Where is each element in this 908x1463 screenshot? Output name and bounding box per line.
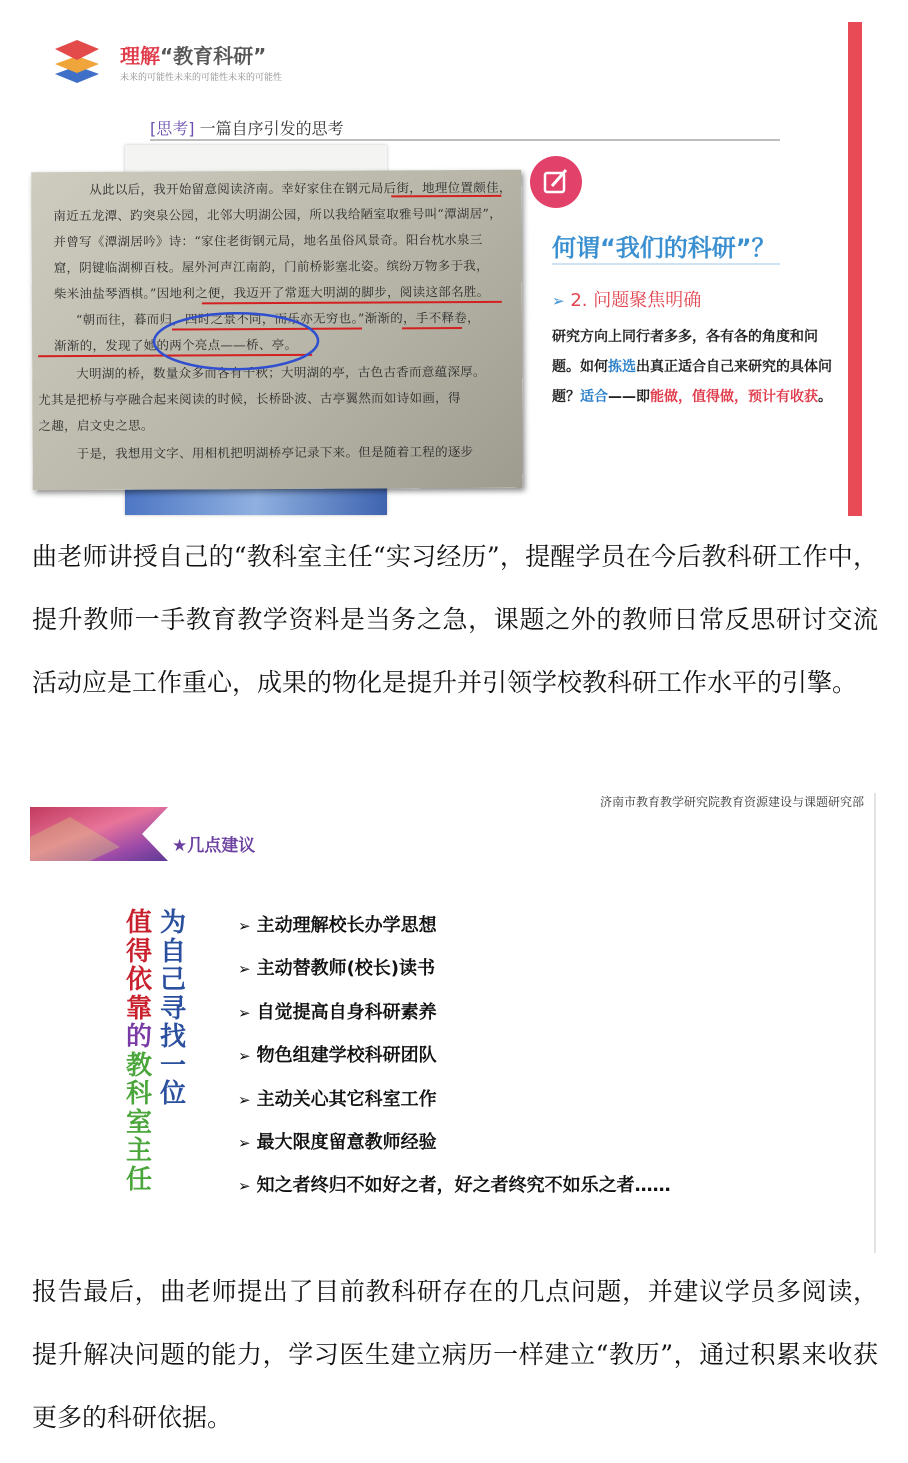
slide-suggestions [30,785,878,1255]
book-page-photo [31,170,523,491]
photo-annotations [31,170,523,491]
suggestions-title: ★几点建议 [172,836,256,856]
arrow-bullet-icon: ➢ [238,960,251,979]
article-paragraph: 曲老师讲授自己的“教科室主任“实习经历”，提醒学员在今后教科研工作中，提升教师一手教育教学资料是当务之急，课题之外的教师日常反思研讨交流活动应是工作重心，成果的物化是提升并引领学校教科研工作水平的引擎。 [32,542,878,697]
accent-bar [848,22,862,516]
ribbon-banner-icon [30,807,168,861]
organization-name: 济南市教育教学研究院教育资源建设与课题研究部 [599,795,864,809]
photo-text-line: 柴米油盐琴酒棋。”因地利之便，我迈开了常逛大明湖的脚步，阅读这部名胜。 [53,283,490,302]
arrow-bullet-icon: ➢ [238,1047,251,1066]
arrow-bullet-icon: ➢ [238,1090,251,1109]
photo-text-line: 尤其是把桥与亭融合起来阅读的时候，长桥卧波、古亭翼然而如诗如画，得 [38,390,461,408]
divider [874,793,876,1253]
arrow-bullet-icon: ➢ [238,1003,251,1022]
layers-logo-icon [52,36,102,86]
vertical-caption-right: 为自己寻找一位 [159,908,186,1109]
list-item: ➢ 最大限度留意教师经验 [238,1131,437,1153]
logo-subtitle: 未来的可能性未来的可能性未来的可能性 [120,73,283,83]
article-paragraph: 报告最后，曲老师提出了目前教科研存在的几点问题，并建议学员多阅读，提升解决问题的能力，学习医生建立病历一样建立“教历”，通过积累来收获更多的科研依据。 [32,1277,878,1432]
photo-text-line: “朝而往，暮而归，四时之景不同，而乐亦无穷也。”渐渐的，手不释卷， [75,309,480,328]
list-item: ➢ 知之者终归不如好之者，好之者终究不如乐之者…… [238,1175,671,1197]
list-item: ➢ 主动关心其它科室工作 [238,1088,437,1110]
heading-underline [552,263,780,265]
suggestion-list [238,908,671,1212]
slide-heading: 何谓“我们的科研”？ [552,234,776,262]
slide-subheading: ➢ 2. 问题聚焦明确 [552,290,702,311]
vertical-caption-left: 值得依靠的教科室主任 [125,908,152,1195]
photo-text-line: 从此以后，我开始留意阅读济南。幸好家住在钢元局后街，地理位置颇佳， [89,179,512,197]
arrow-bullet-icon: ➢ [238,1177,251,1196]
photo-text-line: 窟，阴键临湖柳百枝。屋外河声江南韵，门前桥影塞北姿。缤纷万物多于我， [53,257,489,276]
divider [150,139,780,141]
photo-text-line: 并曾写《潭湖居吟》诗：“家住老街钢元局，地名虽俗风景奇。阳台枕水泉三 [53,231,483,250]
list-item: ➢ 物色组建学校科研团队 [238,1045,437,1067]
photo-text-line: 渐渐的，发现了她的两个亮点——桥、亭。 [54,336,298,354]
think-heading: [思考] 一篇自序引发的思考 [150,119,344,138]
list-item: ➢ 主动替教师(校长)读书 [238,958,436,980]
photo-text-line: 于是，我想用文字、用相机把明湖桥亭记录下来。但是随着工程的逐步 [76,443,474,462]
slide-research-focus [30,18,868,520]
arrow-bullet-icon: ➢ [552,292,565,310]
photo-text-line: 大明湖的桥，数量众多而各有千秋；大明湖的亭，古色古香而意蕴深厚。 [76,363,486,382]
photo-text-line: 之趣，启文史之思。 [38,417,154,434]
arrow-bullet-icon: ➢ [238,1133,251,1152]
photo-text-line: 南近五龙潭、趵突泉公园，北邻大明湖公园，所以我给陋室取雅号叫“潭湖居”， [53,205,503,224]
list-item: ➢ 自觉提高自身科研素养 [238,1001,437,1023]
arrow-bullet-icon: ➢ [238,917,251,935]
edit-icon [530,156,582,208]
logo-title: 理解“教育科研” [120,44,267,68]
slide-body-text: 研究方向上同行者多多，各有各的角度和问题。如何拣选出真正适合自己来研究的具体问题？适合——即能做，值得做，预计有收获。 [552,329,832,405]
list-item: ➢ 主动理解校长办学思想 [238,915,437,936]
